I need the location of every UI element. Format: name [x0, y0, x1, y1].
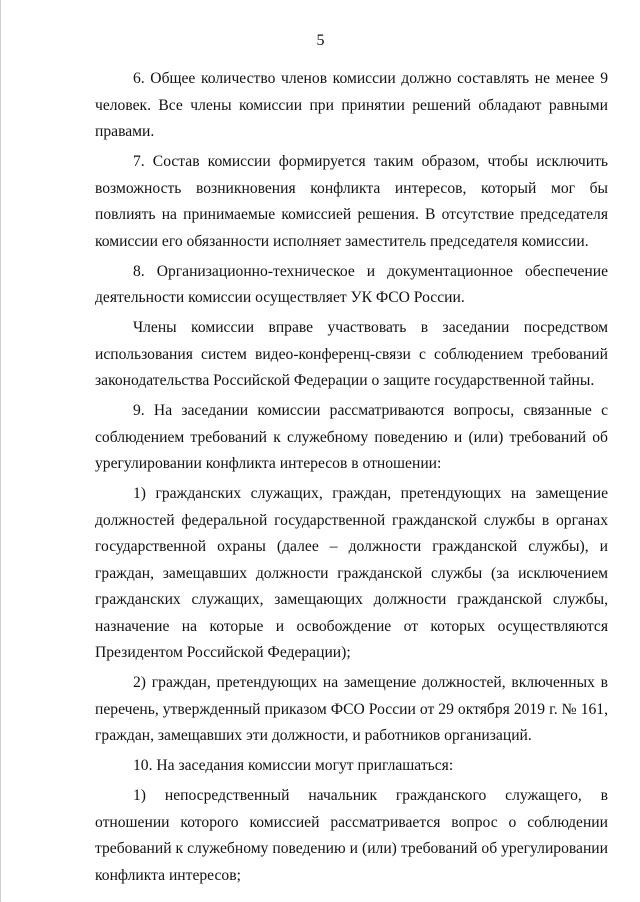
paragraph-9-item-2: 2) граждан, претендующих на замещение должностей, включенных в перечень, утвержденный приказом ФСО России от 29 октября 2019 г. № 161, граждан, замещавших эти должности, и работников организаций.: [95, 674, 608, 744]
paragraph-7: 7. Состав комиссии формируется таким образом, чтобы исключить возможность возникновения конфликта интересов, который мог бы повлиять на принимаемые комиссией решения. В отсутствие председателя комиссии его обязанности исполняет заместитель председателя комиссии.: [95, 153, 608, 250]
paragraph-10: 10. На заседания комиссии могут приглашаться:: [133, 757, 454, 774]
paragraph-8: 8. Организационно-техническое и документационное обеспечение деятельности комиссии осуществляет УК ФСО России.: [95, 262, 608, 306]
paragraph-10-item-1: 1) непосредственный начальник гражданского служащего, в отношении которого комиссией рассматривается вопрос о соблюдении требований к служебному поведению и (или) требований об урегулировании конфликта интересов;: [95, 787, 608, 884]
paragraph-8-members: Члены комиссии вправе участвовать в заседании посредством использования систем видео-конференц-связи с соблюдением требований законодательства Российской Федерации о защите государственной тайны.: [95, 319, 608, 389]
paragraph-9: 9. На заседании комиссии рассматриваются вопросы, связанные с соблюдением требований к служебному поведению и (или) требований об урегулировании конфликта интересов в отношении:: [95, 402, 608, 472]
document-body: [95, 66, 608, 893]
paragraph-6: 6. Общее количество членов комиссии должно составлять не менее 9 человек. Все члены комиссии при принятии решений обладают равными правами.: [95, 70, 608, 140]
page-number: 5: [316, 32, 325, 49]
paragraph-9-item-1: 1) гражданских служащих, граждан, претендующих на замещение должностей федеральной государственной гражданской службы в органах государственной охраны (далее – должности гражданской службы), и граждан, замещавших должности гражданской службы (за исключением гражданских служащих, замещающих должности гражданской службы, назначение на которые и освобождение от которых осуществляются Президентом Российской Федерации);: [95, 485, 608, 661]
